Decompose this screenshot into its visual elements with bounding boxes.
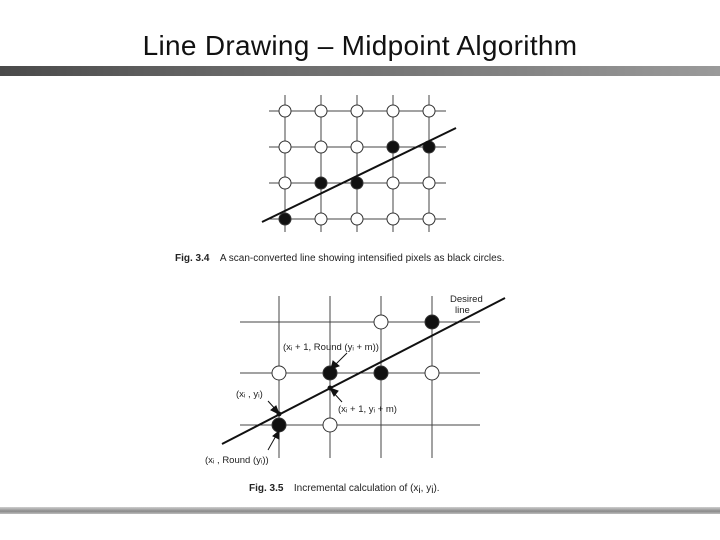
fig-3-5-diagram <box>205 294 505 466</box>
pixel-circle-off <box>423 105 435 117</box>
slide-title: Line Drawing – Midpoint Algorithm <box>142 30 578 61</box>
pixel-circle-off <box>279 141 291 153</box>
pixel-circle-off <box>423 213 435 225</box>
label-desired: Desired <box>450 294 483 305</box>
fig-3-5-caption-mid: , y <box>420 483 432 494</box>
fig-3-4-caption-text: A scan-converted line showing intensified pixels as black circles. <box>219 253 505 264</box>
pixel-circle-off <box>423 177 435 189</box>
fig-3-5-caption <box>249 478 440 496</box>
pixel-circle-off <box>387 105 399 117</box>
arrow-head <box>273 431 279 439</box>
label-round-cur: (xᵢ , Round (yᵢ)) <box>205 455 269 466</box>
pixel-circle-on <box>374 366 388 380</box>
label-line: line <box>455 305 470 316</box>
pixel-circle-off <box>387 177 399 189</box>
pixel-circle-off <box>374 315 388 329</box>
arrow-head <box>330 388 338 396</box>
pixel-circle-off <box>351 105 363 117</box>
pixel-circle-off <box>279 177 291 189</box>
pixel-circle-off <box>279 105 291 117</box>
pixel-circle-off <box>315 105 327 117</box>
pixel-circle-off <box>351 141 363 153</box>
pixel-circle-on <box>315 177 327 189</box>
pixel-circle-off <box>315 213 327 225</box>
fig-3-4-caption <box>175 248 505 265</box>
pixel-circle-on <box>279 213 291 225</box>
fig-3-5-caption-sub: i <box>418 485 421 496</box>
label-next-exact: (xᵢ + 1, yᵢ + m) <box>338 404 397 415</box>
pixel-circle-off <box>425 366 439 380</box>
arrow-head <box>271 406 279 414</box>
pixel-circle-off <box>387 213 399 225</box>
fig-3-4-caption-number: Fig. 3.4 <box>175 253 210 264</box>
bottom-divider-bar <box>0 507 720 514</box>
pixel-circle-on <box>387 141 399 153</box>
pixel-circle-off <box>315 141 327 153</box>
pixel-circle-off <box>272 366 286 380</box>
label-xi-yi: (xᵢ , yᵢ) <box>236 389 263 400</box>
fig-3-5-caption-text: Incremental calculation of (x <box>293 483 419 494</box>
pixel-circle-off <box>323 418 337 432</box>
fig-3-5-caption-sub: i <box>431 485 434 496</box>
fig-3-5-caption-number: Fig. 3.5 <box>249 483 284 494</box>
fig-3-5-caption-end: ). <box>433 483 440 494</box>
label-round-next: (xᵢ + 1, Round (yᵢ + m)) <box>283 342 379 353</box>
pixel-circle-off <box>351 213 363 225</box>
pixel-circle-on <box>425 315 439 329</box>
fig-3-4-diagram <box>262 95 456 232</box>
pixel-circle-on <box>272 418 286 432</box>
pixel-circle-on <box>323 366 337 380</box>
fig-3-5-desired-line <box>222 298 505 444</box>
